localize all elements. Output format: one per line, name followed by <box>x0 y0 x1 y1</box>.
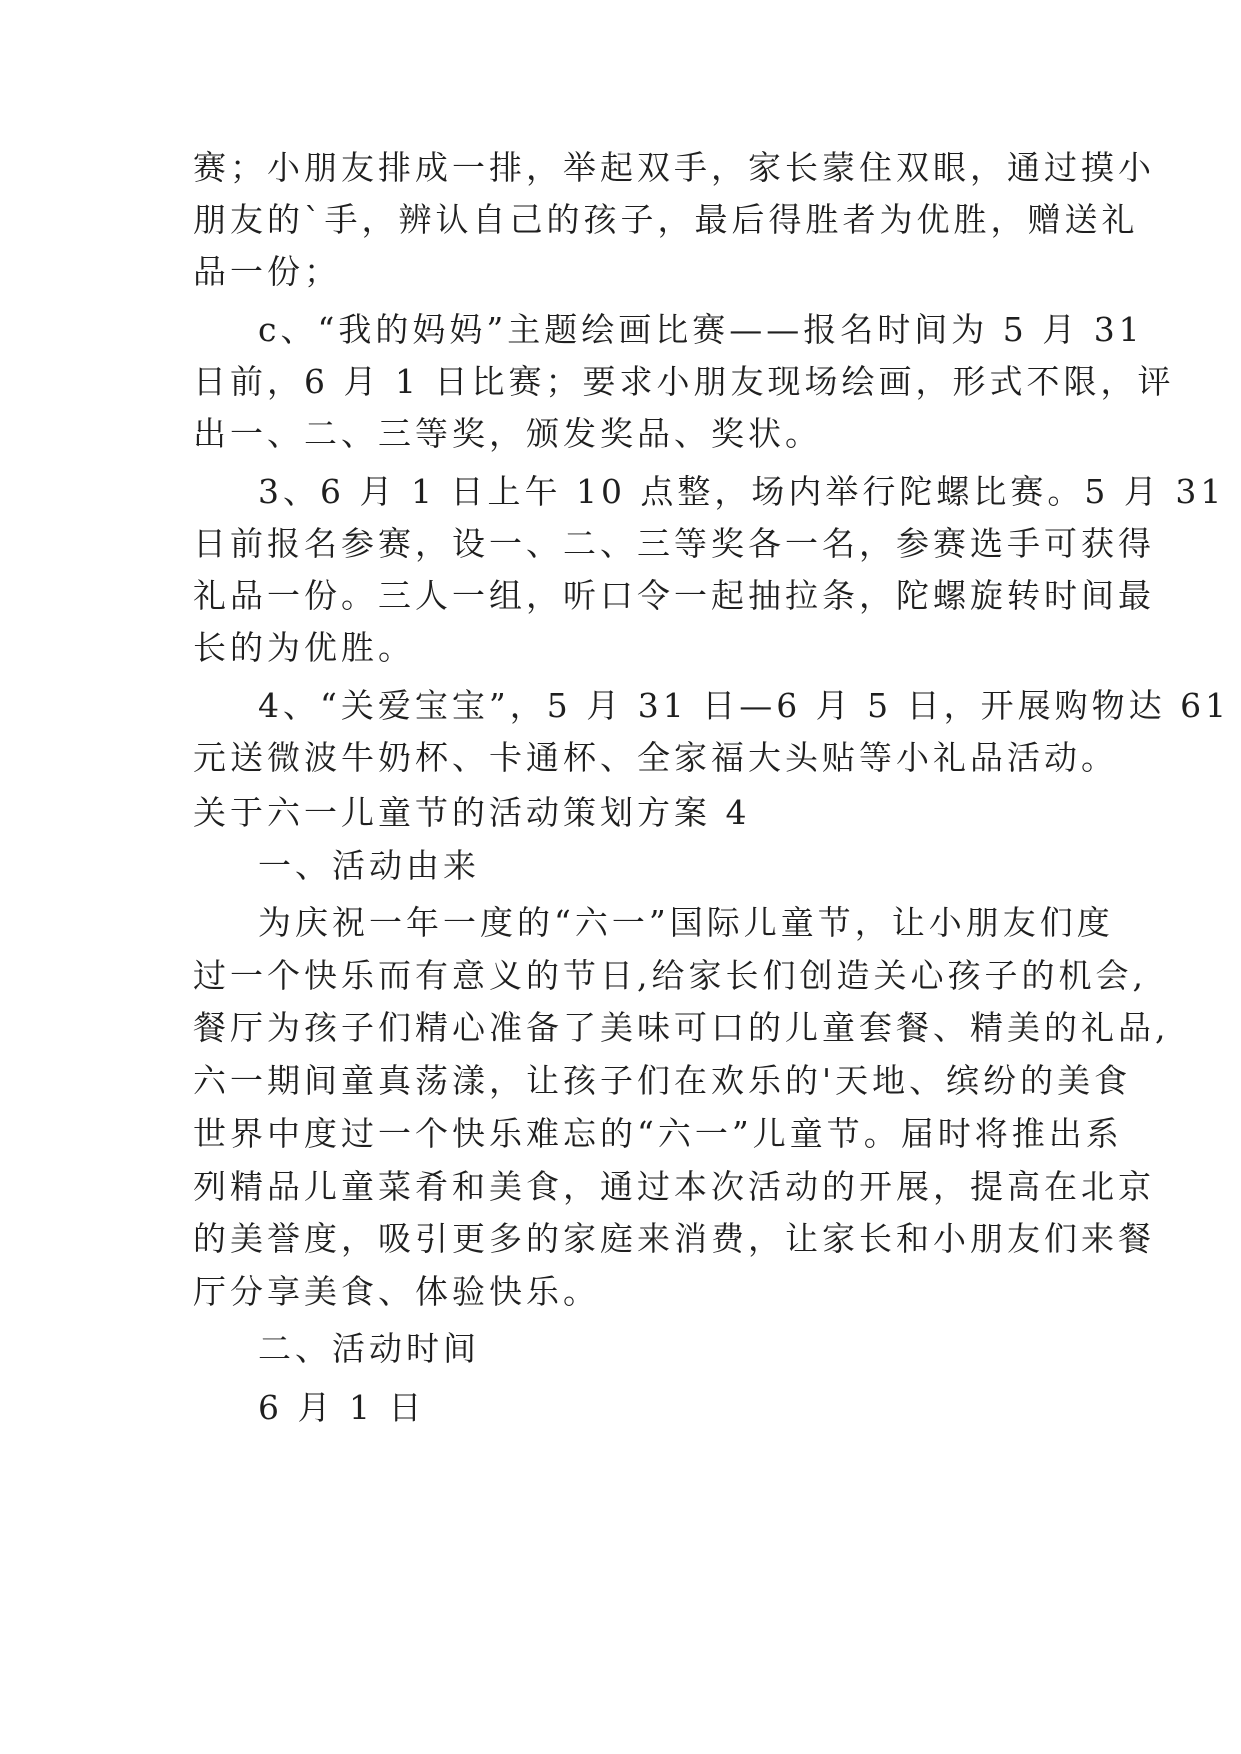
text-line: 朋友的`手，辨认自己的孩子，最后得胜者为优胜，赠送礼 <box>193 200 1139 239</box>
text-line: 4、“关爱宝宝”，5 月 31 日—6 月 5 日，开展购物达 61 <box>258 686 1231 725</box>
text-line: 品一份； <box>193 252 341 291</box>
section-heading: 关于六一儿童节的活动策划方案 4 <box>193 793 751 832</box>
text-line: c、“我的妈妈”主题绘画比赛——报名时间为 5 月 31 <box>258 310 1144 349</box>
text-line: 餐厅为孩子们精心准备了美味可口的儿童套餐、精美的礼品, <box>193 1008 1170 1047</box>
text-line: 6 月 1 日 <box>258 1388 426 1427</box>
subsection-heading: 一、活动由来 <box>258 846 480 885</box>
text-line: 的美誉度，吸引更多的家庭来消费，让家长和小朋友们来餐 <box>193 1219 1155 1258</box>
text-line: 为庆祝一年一度的“六一”国际儿童节，让小朋友们度 <box>258 903 1114 942</box>
subsection-heading: 二、活动时间 <box>258 1329 480 1368</box>
text-line: 列精品儿童菜肴和美食，通过本次活动的开展，提高在北京 <box>193 1167 1155 1206</box>
text-line: 长的为优胜。 <box>193 628 415 667</box>
text-line: 3、6 月 1 日上午 10 点整，场内举行陀螺比赛。5 月 31 <box>258 472 1226 511</box>
text-line: 过一个快乐而有意义的节日,给家长们创造关心孩子的机会, <box>193 956 1147 995</box>
text-line: 赛；小朋友排成一排，举起双手，家长蒙住双眼，通过摸小 <box>193 148 1155 187</box>
text-line: 礼品一份。三人一组，听口令一起抽拉条，陀螺旋转时间最 <box>193 576 1155 615</box>
text-line: 元送微波牛奶杯、卡通杯、全家福大头贴等小礼品活动。 <box>193 738 1118 777</box>
text-line: 日前，6 月 1 日比赛；要求小朋友现场绘画，形式不限，评 <box>193 362 1175 401</box>
text-line: 世界中度过一个快乐难忘的“六一”儿童节。届时将推出系 <box>193 1114 1123 1153</box>
text-line: 六一期间童真荡漾，让孩子们在欢乐的'天地、缤纷的美食 <box>193 1061 1132 1100</box>
text-line: 出一、二、三等奖，颁发奖品、奖状。 <box>193 414 822 453</box>
text-line: 厅分享美食、体验快乐。 <box>193 1272 600 1311</box>
text-line: 日前报名参赛，设一、二、三等奖各一名，参赛选手可获得 <box>193 524 1155 563</box>
